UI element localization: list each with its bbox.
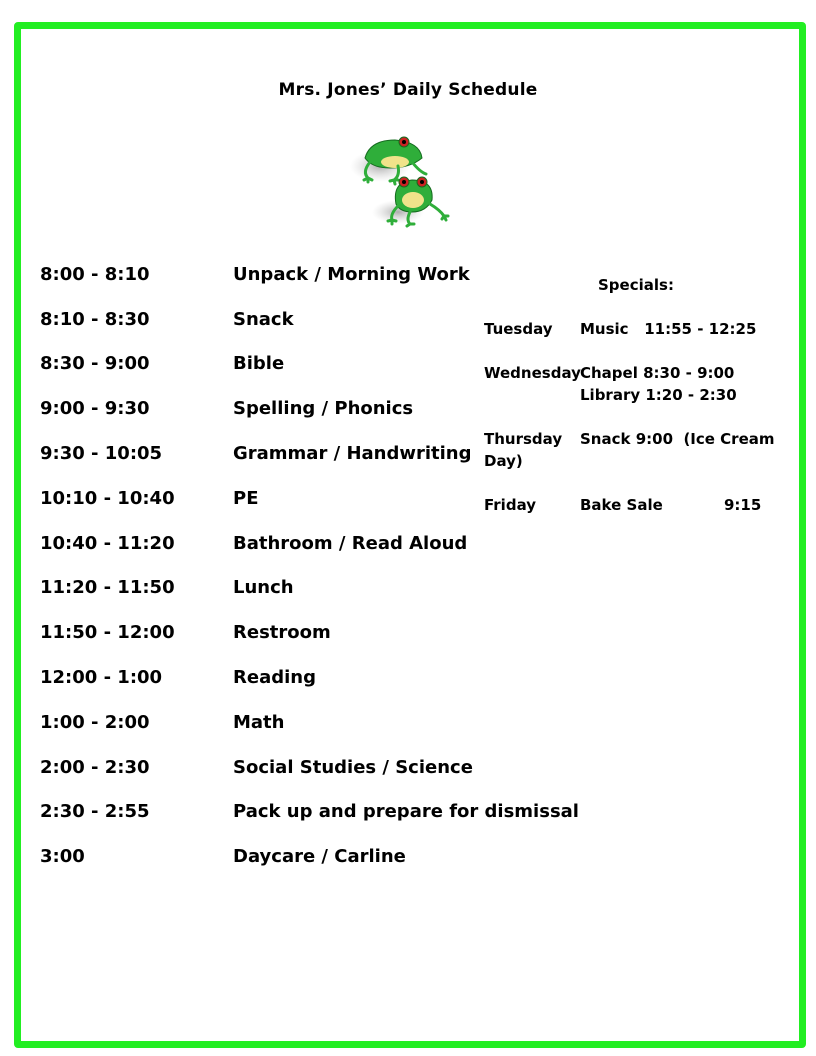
schedule-activity: Social Studies / Science: [233, 757, 473, 778]
schedule-time: 9:00 - 9:30: [40, 398, 150, 419]
schedule-row: [40, 353, 560, 379]
schedule-row: [40, 533, 560, 559]
schedule-time: 11:50 - 12:00: [40, 622, 175, 643]
page-title: Mrs. Jones’ Daily Schedule: [278, 80, 538, 100]
schedule-activity: Bathroom / Read Aloud: [233, 533, 468, 554]
schedule-activity: Unpack / Morning Work: [233, 264, 470, 285]
schedule-activity: Bible: [233, 353, 285, 374]
schedule-time: 10:40 - 11:20: [40, 533, 175, 554]
schedule-activity: Daycare / Carline: [233, 846, 406, 867]
frogs-clipart: [340, 128, 470, 228]
special-day: Thursday: [484, 430, 563, 448]
schedule-time: 1:00 - 2:00: [40, 712, 150, 733]
schedule-time: 11:20 - 11:50: [40, 577, 175, 598]
schedule-row: [40, 801, 579, 827]
special-day: Wednesday: [484, 364, 581, 382]
schedule-row: [40, 264, 560, 290]
special-detail-wrap: Day): [484, 452, 523, 470]
special-detail: Snack 9:00 (Ice Cream: [580, 430, 775, 448]
schedule-time: 8:30 - 9:00: [40, 353, 150, 374]
special-day: Friday: [484, 496, 537, 514]
schedule-activity: PE: [233, 488, 259, 509]
special-detail-secondary: Library 1:20 - 2:30: [580, 386, 737, 404]
schedule-activity: Pack up and prepare for dismissal: [233, 801, 579, 822]
schedule-row: [40, 443, 560, 469]
schedule-activity: Grammar / Handwriting: [233, 443, 472, 464]
schedule-activity: Snack: [233, 309, 294, 330]
special-detail: Bake Sale: [580, 496, 663, 514]
schedule-row: [40, 712, 560, 738]
special-day: Tuesday: [484, 320, 553, 338]
schedule-time: 8:00 - 8:10: [40, 264, 150, 285]
frog-top: [350, 137, 426, 184]
schedule-row: [40, 667, 560, 693]
special-detail: Chapel 8:30 - 9:00: [580, 364, 735, 382]
schedule-row: [40, 577, 560, 603]
frog-bottom: [372, 177, 448, 226]
schedule-time: 2:30 - 2:55: [40, 801, 150, 822]
schedule-time: 12:00 - 1:00: [40, 667, 163, 688]
schedule-row: [40, 846, 560, 872]
schedule-row: [40, 622, 560, 648]
schedule-activity: Restroom: [233, 622, 331, 643]
schedule-activity: Lunch: [233, 577, 294, 598]
schedule-row: [40, 488, 560, 514]
schedule-time: 2:00 - 2:30: [40, 757, 150, 778]
special-detail: Music 11:55 - 12:25: [580, 320, 757, 338]
schedule-time: 10:10 - 10:40: [40, 488, 175, 509]
schedule-activity: Reading: [233, 667, 316, 688]
specials-heading: Specials:: [598, 276, 674, 294]
special-time: 9:15: [724, 496, 762, 514]
schedule-time: 9:30 - 10:05: [40, 443, 163, 464]
schedule-activity: Spelling / Phonics: [233, 398, 414, 419]
schedule-row: [40, 309, 560, 335]
schedule-time: 3:00: [40, 846, 85, 867]
schedule-row: [40, 398, 560, 424]
schedule-activity: Math: [233, 712, 285, 733]
schedule-row: [40, 757, 560, 783]
schedule-time: 8:10 - 8:30: [40, 309, 150, 330]
